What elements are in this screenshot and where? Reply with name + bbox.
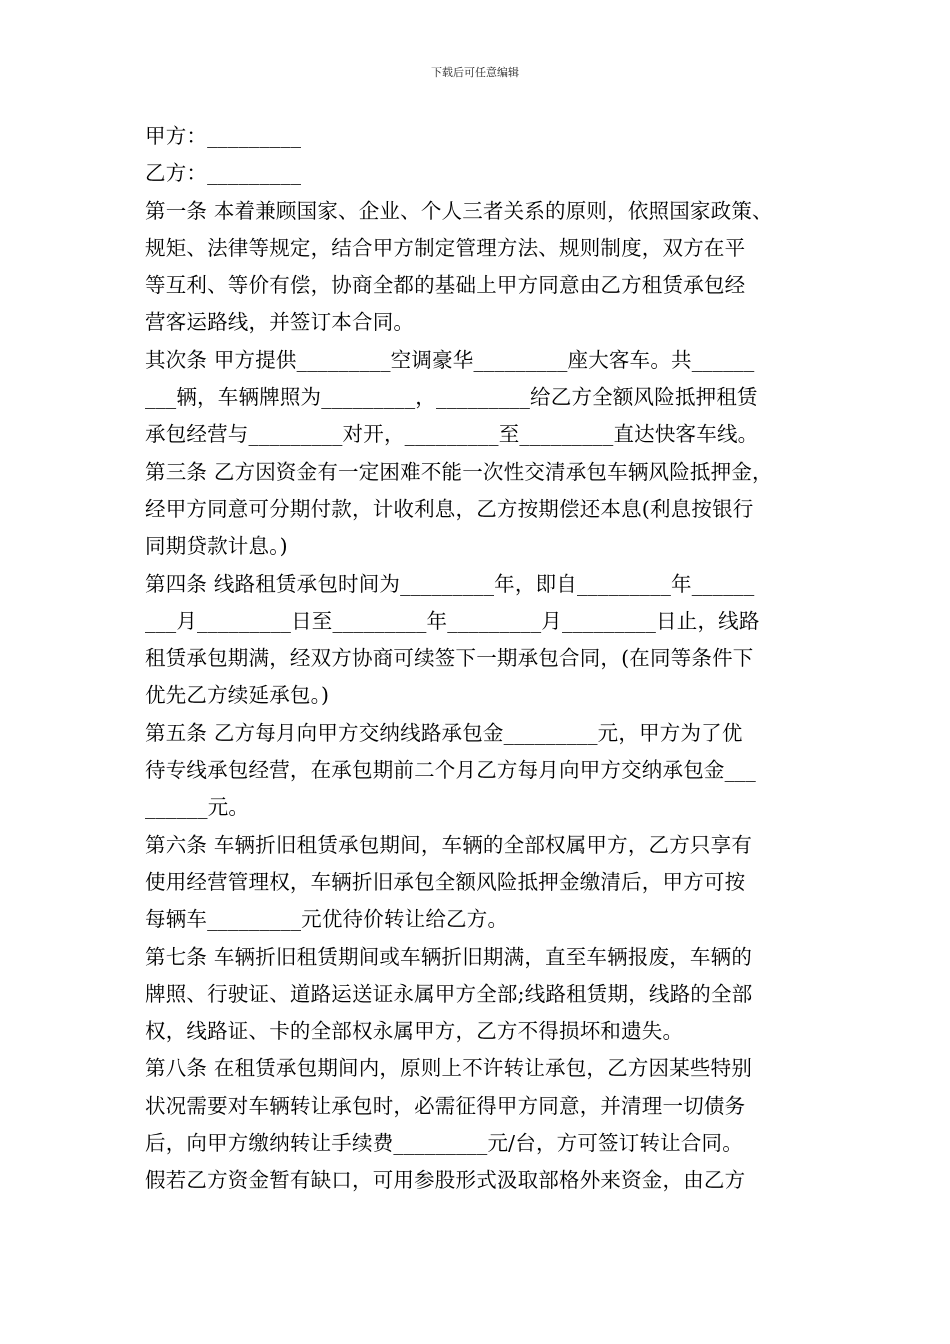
- article-8-line-3: 后，向甲方缴纳转让手续费_________元/台，方可签订转让合同。: [145, 1131, 743, 1156]
- party-a-line: 甲方：_________: [145, 124, 302, 148]
- article-3-line-1: 第三条 乙方因资金有一定困难不能一次性交清承包车辆风险抵押金，: [145, 459, 773, 484]
- article-5-line-1: 第五条 乙方每月向甲方交纳线路承包金_________元，甲方为了优: [145, 720, 743, 745]
- party-b-line: 乙方：_________: [145, 161, 302, 186]
- article-5-line-2: 待专线承包经营，在承包期前二个月乙方每月向甲方交纳承包金___: [145, 758, 756, 783]
- article-8-line-4: 假若乙方资金暂有缺口，可用参股形式汲取部格外来资金，由乙方: [145, 1168, 746, 1193]
- article-5-line-3: ______元。: [145, 795, 250, 820]
- article-1-line-2: 规矩、法律等规定，结合甲方制定管理方法、规则制度，双方在平: [145, 235, 746, 260]
- article-6-line-3: 每辆车_________元优待价转让给乙方。: [145, 907, 509, 932]
- article-3-line-3: 同期贷款计息。): [145, 534, 288, 559]
- article-1-line-4: 营客运路线，并签订本合同。: [145, 310, 415, 335]
- article-4-line-3: 租赁承包期满，经双方协商可续签下一期承包合同，(在同等条件下: [145, 646, 754, 671]
- article-6-line-2: 使用经营管理权，车辆折旧承包全额风险抵押金缴清后，甲方可按: [145, 869, 746, 894]
- article-7-line-2: 牌照、行驶证、道路运送证永属甲方全部;线路租赁期，线路的全部: [145, 981, 753, 1006]
- article-2-line-2: ___辆，车辆牌照为_________，_________给乙方全额风险抵押租赁: [145, 385, 758, 410]
- article-3-line-2: 经甲方同意可分期付款，计收利息，乙方按期偿还本息(利息按银行: [145, 496, 754, 521]
- article-8-line-2: 状况需要对车辆转让承包时，必需征得甲方同意，并清理一切债务: [145, 1093, 746, 1118]
- article-1-line-1: 第一条 本着兼顾国家、企业、个人三者关系的原则，依照国家政策、: [145, 198, 773, 223]
- article-7-line-1: 第七条 车辆折旧租赁期间或车辆折旧期满，直至车辆报废，车辆的: [145, 944, 753, 969]
- page-header-note: 下载后可任意编辑: [431, 66, 519, 79]
- article-4-line-1: 第四条 线路租赁承包时间为_________年，即自_________年______: [145, 571, 755, 596]
- article-2-line-1: 其次条 甲方提供_________空调豪华_________座大客车。共______: [145, 347, 755, 372]
- article-7-line-3: 权，线路证、卡的全部权永属甲方，乙方不得损坏和遗失。: [145, 1019, 684, 1044]
- article-4-line-4: 优先乙方续延承包。): [145, 683, 330, 708]
- article-8-line-1: 第八条 在租赁承包期间内，原则上不许转让承包，乙方因某些特别: [145, 1056, 753, 1081]
- article-6-line-1: 第六条 车辆折旧租赁承包期间，车辆的全部权属甲方，乙方只享有: [145, 832, 753, 857]
- article-4-line-2: ___月_________日至_________年_________月_________日止，线路: [145, 608, 760, 633]
- article-1-line-3: 等互利、等价有偿，协商全都的基础上甲方同意由乙方租赁承包经: [145, 273, 746, 298]
- contract-body: [145, 118, 810, 1200]
- article-2-line-3: 承包经营与_________对开，_________至_________直达快客车线。: [145, 422, 759, 447]
